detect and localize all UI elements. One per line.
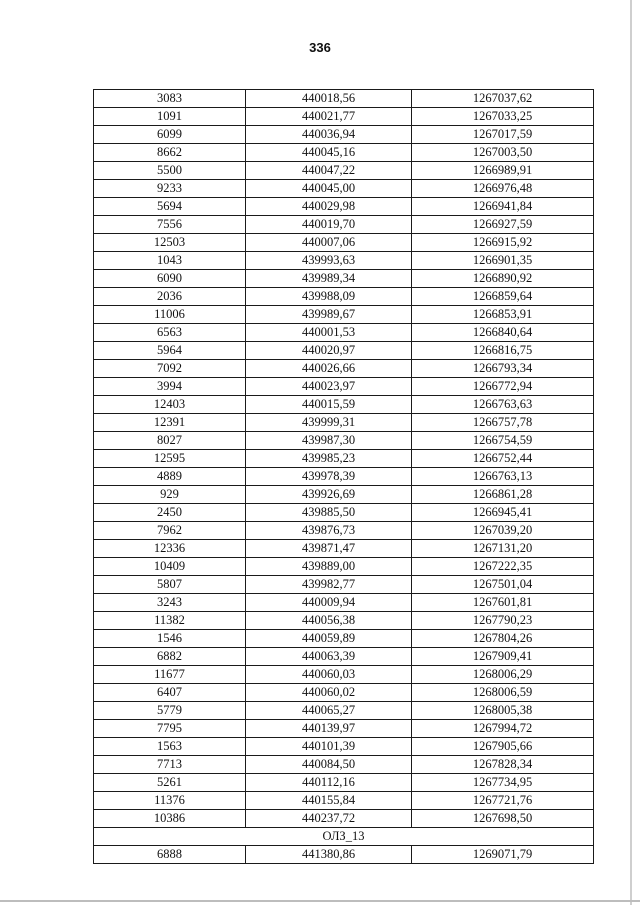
- point-number-cell: 6099: [94, 126, 246, 144]
- table-row: [94, 234, 594, 252]
- x-coordinate-cell: 439993,63: [246, 252, 412, 270]
- table-row: [94, 342, 594, 360]
- point-number-cell: 3083: [94, 90, 246, 108]
- point-number-cell: 11376: [94, 792, 246, 810]
- table-row: [94, 756, 594, 774]
- y-coordinate-cell: 1266989,91: [412, 162, 594, 180]
- table-row: [94, 486, 594, 504]
- y-coordinate-cell: 1267037,62: [412, 90, 594, 108]
- table-row: [94, 252, 594, 270]
- point-number-cell: 2450: [94, 504, 246, 522]
- y-coordinate-cell: 1267039,20: [412, 522, 594, 540]
- x-coordinate-cell: 440021,77: [246, 108, 412, 126]
- point-number-cell: 11677: [94, 666, 246, 684]
- y-coordinate-cell: 1267601,81: [412, 594, 594, 612]
- point-number-cell: 11382: [94, 612, 246, 630]
- x-coordinate-cell: 440036,94: [246, 126, 412, 144]
- x-coordinate-cell: 440020,97: [246, 342, 412, 360]
- y-coordinate-cell: 1266754,59: [412, 432, 594, 450]
- y-coordinate-cell: 1266927,59: [412, 216, 594, 234]
- table-row: [94, 720, 594, 738]
- x-coordinate-cell: 440029,98: [246, 198, 412, 216]
- table-row: [94, 450, 594, 468]
- x-coordinate-cell: 440026,66: [246, 360, 412, 378]
- x-coordinate-cell: 440065,27: [246, 702, 412, 720]
- y-coordinate-cell: 1266752,44: [412, 450, 594, 468]
- point-number-cell: 10409: [94, 558, 246, 576]
- x-coordinate-cell: 439989,34: [246, 270, 412, 288]
- y-coordinate-cell: 1267721,76: [412, 792, 594, 810]
- x-coordinate-cell: 440059,89: [246, 630, 412, 648]
- x-coordinate-cell: 440023,97: [246, 378, 412, 396]
- x-coordinate-cell: 440060,02: [246, 684, 412, 702]
- point-number-cell: 5261: [94, 774, 246, 792]
- table-row: [94, 360, 594, 378]
- table-row: [94, 792, 594, 810]
- point-number-cell: 12391: [94, 414, 246, 432]
- y-coordinate-cell: 1266861,28: [412, 486, 594, 504]
- table-row: [94, 90, 594, 108]
- point-number-cell: 11006: [94, 306, 246, 324]
- x-coordinate-cell: 439985,23: [246, 450, 412, 468]
- x-coordinate-cell: 440060,03: [246, 666, 412, 684]
- table-row: [94, 540, 594, 558]
- table-row: [94, 594, 594, 612]
- table-row: [94, 198, 594, 216]
- x-coordinate-cell: 439989,67: [246, 306, 412, 324]
- point-number-cell: 5779: [94, 702, 246, 720]
- table-row: [94, 180, 594, 198]
- x-coordinate-cell: 439999,31: [246, 414, 412, 432]
- table-row: [94, 576, 594, 594]
- table-row: [94, 774, 594, 792]
- point-number-cell: 8662: [94, 144, 246, 162]
- x-coordinate-cell: 439885,50: [246, 504, 412, 522]
- point-number-cell: 7092: [94, 360, 246, 378]
- y-coordinate-cell: 1267734,95: [412, 774, 594, 792]
- x-coordinate-cell: 439988,09: [246, 288, 412, 306]
- table-row: [94, 684, 594, 702]
- y-coordinate-cell: 1266976,48: [412, 180, 594, 198]
- table-row: [94, 468, 594, 486]
- table-row: [94, 504, 594, 522]
- x-coordinate-cell: 439876,73: [246, 522, 412, 540]
- x-coordinate-cell: 440112,16: [246, 774, 412, 792]
- point-number-cell: 5500: [94, 162, 246, 180]
- page-number: 336: [309, 40, 331, 55]
- table-row: [94, 396, 594, 414]
- table-row: [94, 612, 594, 630]
- point-number-cell: 3243: [94, 594, 246, 612]
- x-coordinate-cell: 439871,47: [246, 540, 412, 558]
- x-coordinate-cell: 440045,16: [246, 144, 412, 162]
- y-coordinate-cell: 1266757,78: [412, 414, 594, 432]
- y-coordinate-cell: 1269071,79: [412, 846, 594, 864]
- point-number-cell: 7795: [94, 720, 246, 738]
- table-row: [94, 414, 594, 432]
- table-row: [94, 378, 594, 396]
- x-coordinate-cell: 440063,39: [246, 648, 412, 666]
- point-number-cell: 1091: [94, 108, 246, 126]
- table-row: [94, 306, 594, 324]
- y-coordinate-cell: 1267131,20: [412, 540, 594, 558]
- x-coordinate-cell: 440139,97: [246, 720, 412, 738]
- y-coordinate-cell: 1267003,50: [412, 144, 594, 162]
- x-coordinate-cell: 439926,69: [246, 486, 412, 504]
- x-coordinate-cell: 440015,59: [246, 396, 412, 414]
- point-number-cell: 1546: [94, 630, 246, 648]
- x-coordinate-cell: 441380,86: [246, 846, 412, 864]
- table-row: [94, 144, 594, 162]
- y-coordinate-cell: 1266793,34: [412, 360, 594, 378]
- y-coordinate-cell: 1267994,72: [412, 720, 594, 738]
- section-header-row: [94, 828, 594, 846]
- x-coordinate-cell: 439982,77: [246, 576, 412, 594]
- y-coordinate-cell: 1266901,35: [412, 252, 594, 270]
- x-coordinate-cell: 440018,56: [246, 90, 412, 108]
- point-number-cell: 929: [94, 486, 246, 504]
- y-coordinate-cell: 1267222,35: [412, 558, 594, 576]
- y-coordinate-cell: 1266945,41: [412, 504, 594, 522]
- y-coordinate-cell: 1266840,64: [412, 324, 594, 342]
- y-coordinate-cell: 1268006,59: [412, 684, 594, 702]
- y-coordinate-cell: 1266853,91: [412, 306, 594, 324]
- y-coordinate-cell: 1266890,92: [412, 270, 594, 288]
- point-number-cell: 1043: [94, 252, 246, 270]
- x-coordinate-cell: 440019,70: [246, 216, 412, 234]
- y-coordinate-cell: 1267790,23: [412, 612, 594, 630]
- section-label: ОЛЗ_13: [94, 828, 594, 846]
- y-coordinate-cell: 1267698,50: [412, 810, 594, 828]
- x-coordinate-cell: 440101,39: [246, 738, 412, 756]
- table-row: [94, 648, 594, 666]
- scan-edge-right: [630, 0, 632, 905]
- point-number-cell: 2036: [94, 288, 246, 306]
- y-coordinate-cell: 1266763,13: [412, 468, 594, 486]
- y-coordinate-cell: 1267828,34: [412, 756, 594, 774]
- point-number-cell: 4889: [94, 468, 246, 486]
- point-number-cell: 6407: [94, 684, 246, 702]
- point-number-cell: 12403: [94, 396, 246, 414]
- y-coordinate-cell: 1266859,64: [412, 288, 594, 306]
- y-coordinate-cell: 1267033,25: [412, 108, 594, 126]
- point-number-cell: 12503: [94, 234, 246, 252]
- table-row: [94, 702, 594, 720]
- y-coordinate-cell: 1267909,41: [412, 648, 594, 666]
- x-coordinate-cell: 440007,06: [246, 234, 412, 252]
- y-coordinate-cell: 1267017,59: [412, 126, 594, 144]
- table-row: [94, 216, 594, 234]
- table-row: [94, 288, 594, 306]
- scan-edge-bottom: [0, 900, 640, 902]
- point-number-cell: 12595: [94, 450, 246, 468]
- point-number-cell: 5694: [94, 198, 246, 216]
- x-coordinate-cell: 440001,53: [246, 324, 412, 342]
- point-number-cell: 12336: [94, 540, 246, 558]
- x-coordinate-cell: 440084,50: [246, 756, 412, 774]
- table-row: [94, 630, 594, 648]
- y-coordinate-cell: 1266915,92: [412, 234, 594, 252]
- y-coordinate-cell: 1266816,75: [412, 342, 594, 360]
- x-coordinate-cell: 440155,84: [246, 792, 412, 810]
- table-row: [94, 162, 594, 180]
- point-number-cell: 7962: [94, 522, 246, 540]
- table-row: [94, 108, 594, 126]
- table-row: [94, 432, 594, 450]
- point-number-cell: 5964: [94, 342, 246, 360]
- y-coordinate-cell: 1266763,63: [412, 396, 594, 414]
- table-row: [94, 126, 594, 144]
- point-number-cell: 9233: [94, 180, 246, 198]
- x-coordinate-cell: 439978,39: [246, 468, 412, 486]
- table-row: [94, 522, 594, 540]
- x-coordinate-cell: 439987,30: [246, 432, 412, 450]
- table-row: [94, 846, 594, 864]
- point-number-cell: 8027: [94, 432, 246, 450]
- x-coordinate-cell: 440009,94: [246, 594, 412, 612]
- point-number-cell: 1563: [94, 738, 246, 756]
- y-coordinate-cell: 1267804,26: [412, 630, 594, 648]
- table-row: [94, 738, 594, 756]
- point-number-cell: 7556: [94, 216, 246, 234]
- x-coordinate-cell: 440237,72: [246, 810, 412, 828]
- point-number-cell: 10386: [94, 810, 246, 828]
- table-row: [94, 324, 594, 342]
- table-row: [94, 558, 594, 576]
- point-number-cell: 5807: [94, 576, 246, 594]
- point-number-cell: 6888: [94, 846, 246, 864]
- point-number-cell: 3994: [94, 378, 246, 396]
- point-number-cell: 6563: [94, 324, 246, 342]
- x-coordinate-cell: 439889,00: [246, 558, 412, 576]
- table-row: [94, 810, 594, 828]
- point-number-cell: 6090: [94, 270, 246, 288]
- point-number-cell: 6882: [94, 648, 246, 666]
- y-coordinate-cell: 1266772,94: [412, 378, 594, 396]
- y-coordinate-cell: 1268005,38: [412, 702, 594, 720]
- x-coordinate-cell: 440045,00: [246, 180, 412, 198]
- coordinates-table: [93, 89, 594, 864]
- table-row: [94, 270, 594, 288]
- table-row: [94, 666, 594, 684]
- y-coordinate-cell: 1267905,66: [412, 738, 594, 756]
- y-coordinate-cell: 1266941,84: [412, 198, 594, 216]
- x-coordinate-cell: 440056,38: [246, 612, 412, 630]
- x-coordinate-cell: 440047,22: [246, 162, 412, 180]
- y-coordinate-cell: 1267501,04: [412, 576, 594, 594]
- point-number-cell: 7713: [94, 756, 246, 774]
- y-coordinate-cell: 1268006,29: [412, 666, 594, 684]
